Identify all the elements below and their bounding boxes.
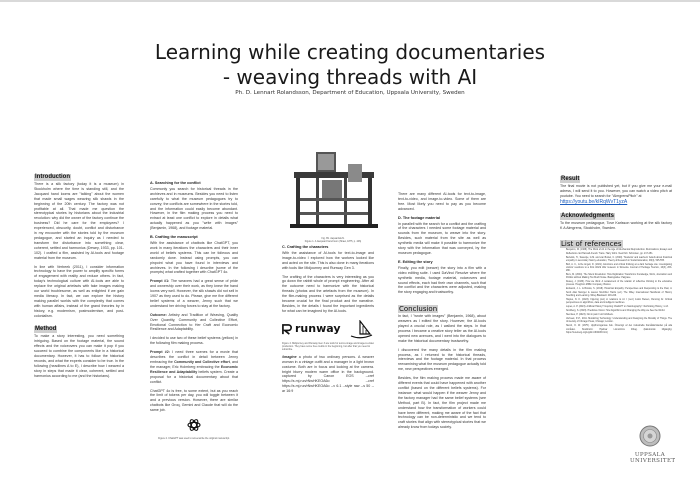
section-e-heading: E. Editing the story bbox=[398, 259, 433, 264]
references-list bbox=[560, 249, 672, 334]
outcome bbox=[150, 313, 238, 333]
runway-logo-icon bbox=[282, 324, 293, 335]
figure-1-caption: Figure 1. A Jacquard hand loom (Shaw, 1875, p. 446) bbox=[304, 240, 362, 243]
figure-2-caption: Figure 2. ChatGPT was used to screenwrite the original manuscript. bbox=[158, 436, 230, 440]
prompt-1-text: The weavers had a great sense of pride and ownership over their work, as they knew the hand looms very well. However, the silk shawls did not sell in 1907 as they used to do. Please, give me five different belief systems of a weaver, Jenny such that we understand her driving forces to stay at the factory. bbox=[150, 279, 238, 308]
runway-label: runway bbox=[295, 322, 341, 336]
prompt-2-bold-b: Economic Resilience and Adaptability bbox=[150, 364, 238, 374]
outcome-label: Outcome: bbox=[150, 312, 167, 317]
reference-item: • Skord, O. W. (1875). Uppfinningarnas bok. Öfversigt af det industriella framåtskridandet på alla områden. Stockholm: Hjalmar Linnströms förlag. (Elektronisk tillgänglig: https://runeberg.org/uppfinn/6/0486.html) bbox=[566, 325, 672, 334]
acknowledgments-heading: Acknowledgments bbox=[561, 212, 615, 219]
section-c-text-2: The crafting of the characters is very interesting as you go down the rabbit whole of prompt engineering. After all the outcome need to harmonize with the historical threads (photos and the artefacts from the museum). In the film-making process I were surprised as the details became crucial for the final product and the narrative. Besides, in the details I found the important ingredients for what can be imagined by the AI-tools. bbox=[282, 274, 374, 313]
prompt-1-label: Prompt #1: bbox=[150, 279, 170, 284]
column-characters bbox=[282, 242, 374, 398]
decided-text: I decided to use two of these belief systems (yellow) in the following film making process. bbox=[150, 336, 238, 346]
column-result-references bbox=[560, 176, 672, 336]
ai-tools-intro: There are many different AI-tools for text-to-image, text-to-video, and image-to-video. Some of them are free. Most likely you need to pay as you become advanced. bbox=[398, 192, 486, 211]
reference-item: • Dewey, J. (1933). How we think: A restatement of the relation of reflective thinking to the educative process. Houghton Mifflin Company, Boston. bbox=[566, 281, 672, 287]
references-heading: List of references bbox=[561, 240, 622, 249]
introduction-heading: Introduction bbox=[35, 174, 70, 180]
figure-1-small-label: Fig. 89. Jaquardstuhl. bbox=[321, 237, 345, 240]
figure-4-caption: Figure 4. Midjourney and Runway Gen 3 are tools for text-to-image and image-to-video production. They have some free credits in the beginning, but after that you need to subscribe. bbox=[282, 341, 374, 351]
reference-item: • Sternkes, P. (2023). Not in pain I tutt forfolkets. bbox=[566, 314, 672, 317]
column-introduction bbox=[34, 174, 124, 383]
poster-title bbox=[0, 40, 700, 90]
author-line: Ph. D. Lennart Rolandsson, Department of Education, Uppsala University, Sweden bbox=[235, 90, 465, 96]
reference-item: • Bull, A. C., & De Angeli, D. (2021). Emotions and critical thinking at a dark heritage site: investigating visitors' reactions to a First World War museum in Slovenia. Journal of Heritage Tourism, 16(3), 263-280. bbox=[566, 264, 672, 273]
section-b-text: With the assistance of chatbots like ChatGPT, you work in many iterations the characters and their inner world of beliefs systems. This can be tidieous and randomly done. Instead using prompts, you can pinpoint what you have found in interviews and archieves. In the following I describe (some of the prompts) what crafted together with ChatGPT 4o. bbox=[150, 240, 238, 275]
conclusion-heading: Conclusion bbox=[399, 305, 438, 314]
section-e-text: Finally, you edit (weave) the story into a film with a video editing suite. I used DaVinci Resolve where the synthetic media, footage material, voiceovers and sound effects, each had their own channels, such that the conflict and the characters were adjusted, making the story engaging and trustworthy. bbox=[398, 265, 486, 295]
outcome-text: Artistry and Tradition of Weaving, Quality Over Quantity, Community and Collective Effort, Emotional Connection to Her Craft and Economic Resilience and Adaptability. bbox=[150, 312, 238, 332]
reference-item: • Lopes, A. P. (2023). Artificial History? Inquiring ChatGPT on historiography". Rethinking History, 1-13. bbox=[566, 306, 672, 309]
conclusion-text-1: In fact, I "wrote with images" (Benjamin, 1968), about weavers as I edited the story. However, the AI-tools played a crucial role, as I walked the steps. In that process I became a creative story teller as the AI-tools opened new avenues, and I went into the dialogues to make the historical documentary trustworthy. bbox=[398, 314, 486, 343]
method-text: To make a story interesting, you need something intriguing. Based on the footage material, the sound effects and the voiceovers you can make it pop if you succeed to combine the components like in a historical documentary. However, it has to follow the historical records, and what the experts consider to be true. In the following (headlines A to E), I describe how I weaved a story in steps that made it clear, coherent, settled and harmonius according to me (and the historians). bbox=[34, 334, 124, 378]
acknowledgments-text: To the museum pedagogue, Tove Karlsson working at the silk factory K A Almgrens, Stockholm, Sweden. bbox=[560, 220, 672, 230]
column-footage-editing-conclusion bbox=[398, 192, 486, 434]
imagine-prompt bbox=[282, 355, 374, 394]
title-line-2: - weaving threads with AI bbox=[222, 65, 478, 89]
section-b-heading: B. Crafting the manuscript bbox=[150, 235, 198, 240]
section-d-heading: D. The footage material bbox=[398, 215, 440, 220]
imagine-label: /imagine bbox=[282, 354, 297, 359]
reference-item: • Benjamin, W. (1968). The Work of Art in the Age of Mechanical Reproduction. Illuminations; Essays and Reflections. Ed.Hannah Arendt. Trans. Harry Zohn. NewYork: Schocken, pp. 217-251. bbox=[566, 249, 672, 255]
chatgpt-text: ChatGPT 4o is free, to some extent, but as you reach the limit of tokens per day, you will toggle between it and a previous version. However, there are similar chatbots like Groq, Gemini and Claude that will do the same job. bbox=[150, 388, 238, 413]
prompt-1 bbox=[150, 279, 238, 308]
result-text: The final movie is not published yet, but if you give me your e-mail adress, I will send it to you. However, you can watch a video pitch at youtube. You need to search for "AlmgrensPitch" at bbox=[560, 184, 672, 198]
introduction-text: There is a silk factory (today it is a museum) in Stockholm where the time is standing still, and the Jacquard hand looms are "talking" about the women that made small wages weaving silk shawls in the beginning of the 20th century. The factory was not profitable at all. That made me question the stereotypical stories by historians about the industrial revolution: why did the owner of the factory continue the business? Did he care for the employees? I experienced, obscurity, doubt, conflict and disturbance in my encounter with the stories told by the museum pedagogue, and started an inquiry as I needed to transform the disturbance into something clear, coherent, settled and harmonius (Dewey, 1933, pp. 101-102). I crafted a film, assisted by AI-tools and footage material from the museum. bbox=[34, 182, 124, 260]
runway-logo bbox=[282, 324, 341, 335]
youtube-link[interactable]: https://youtu.be/kIRqWvT1yzA bbox=[560, 198, 628, 205]
title-line-1: Learning while creating documentaries bbox=[154, 40, 546, 64]
conclusion-text-3: Besides, the film making process made me aware of different events that could have happened with another conflict (based on the different beliefs systems). For instance: what would happen if the weaver Jenny and the factory manager had the same belief systems (see Method, part B). In fact, the film project made me understand how the transformation of workers could have been different, making me aware of the fact that technology can be non-deterministic and we tend to craft stories that align with stereotypical stories that we already know from todays society. bbox=[398, 376, 486, 430]
section-a-text: Commonly you search for historical threads in the archieves and in museums. Besides you need to listen carefully to what the museum pedagogues try to convey; the conflicts are somewhere in the stories told, and the information could easily become abundant. However, in the film making process you need to extract at least one conflict to explore in details what actually happened as you "write with images" (Benjamin, 1968), and footage material. bbox=[150, 186, 238, 231]
prompt-2-text-b: , and the manager, Eric Holmberg embracing the bbox=[150, 360, 238, 369]
method-heading: Method bbox=[35, 326, 57, 333]
uppsala-university-logo bbox=[630, 425, 676, 464]
university-name-line-1: UPPSALA bbox=[634, 452, 666, 458]
openai-logo-icon bbox=[150, 417, 238, 435]
reference-item: • Endacott, J. L. & Brooks, S. (2018). Historical Empathy: Perspectives and Responding to the Past, in Scott Alan Metzger & Lauren McArthur Harris (ed.) The Wiley International Handbook of History Teaching and Learning. Wiley-Blackwell. 203-226. bbox=[566, 288, 672, 297]
reference-item: • Verbeek, P.-P., 2011. Moralizing Technology: Understanding and Designing the Morality of Things. The University of Chicago Press, Chicago; London. bbox=[566, 318, 672, 324]
column-steps-ab bbox=[150, 178, 238, 440]
imagine-text: a photo of two ordinary persons. A weaver woman in a vintage outfit and a manager in a light brown costume. Both are in focus and looking at the camera. bright blurry modern warm office in the background. captured by Canon EOS --cref https://s.mj.run/rNwHKEOA6o --cref https://s.mj.run/rNwHKEOA6o --v 6.1 --style raw --s 50 --ar 16:9 bbox=[282, 354, 374, 394]
prompt-2-text-a: I need three scenes for a movie that describes the conflict in detail between Jenny embracing the bbox=[150, 350, 238, 364]
reference-item: • Hayles, N. K. (2023). Figuring (out) or relations to AI. I (red.) Justin Beisen, Running AI: Critical perspectives on algorithms, data and intelligent machines. bbox=[566, 299, 672, 305]
prompt-2-bold-a: Community and Collective effort bbox=[174, 360, 230, 364]
section-c-text: With the assistance of AI-tools for text-to-image and image-to-video I explored how the workers looked like and acted on the site. This is also done in many iterations with tools like Midjourney and Runway Gen 3. bbox=[282, 250, 374, 270]
reference-item: • Bertelds, H., Savenije, G.M. and van Boxtel, C. (2020). 'Students' and teachers' beliefs about historical empathy in secondary history education, Theory & Research in Social Education, 48(4), 525-555. bbox=[566, 257, 672, 263]
university-seal-icon bbox=[639, 425, 661, 447]
prompt-2-label: Prompt #2: bbox=[150, 350, 170, 355]
university-name-line-2: UNIVERSITET bbox=[630, 458, 676, 464]
result-heading: Result bbox=[561, 176, 580, 182]
introduction-text-2: In line with Verbeek (2011), I consider information technology to have the power to amplify specific forms of engagement with reality and reduce others. In fact, today's technological culture with AI-tools are able to replace the original artefacts with fake images making our world troublesome, as well as enlighted if we gain media literacy. In fact, we can explore the history making parallel worlds with the complexity that comes with human affairs, instead of the grand theories by in history, e.g. modernism, postmodernism, and post-colonialism. bbox=[34, 264, 124, 318]
reference-item: • Nordberg, S. (2023). Predictive Vision: How Algorithms and Changing the Way we See the World. bbox=[566, 310, 672, 313]
section-a-heading: A. Searching for the conflict bbox=[150, 181, 201, 185]
section-d-text: In parallell with the search for a conflict and the crafting of the characters I needed some footage material and sounds from the museum, to weave into the story. Besides, such material from the site as well as synthetic media will make it possible to harmonize the story with the information that was conveyed, by the museum pedagogue. bbox=[398, 221, 486, 255]
jacquard-loom-image bbox=[282, 150, 384, 243]
prompt-2 bbox=[150, 350, 238, 384]
midjourney-sailboat-icon bbox=[348, 320, 374, 340]
prompt-2-text-c: beliefs system. Create a proposal for a historical documentary about that conflict. bbox=[150, 369, 238, 384]
reference-item: • Burs, M. (2004). The Silent Revolution: How Digitization Transforms Knowledge, Work, Journalism and Politics without Making Too Much Noise. Basingstoke: Palgrave. bbox=[566, 274, 672, 280]
top-border bbox=[0, 0, 700, 2]
tool-logos bbox=[282, 320, 374, 340]
conclusion-text-2: I discovered the many details in the film making process, as I returned to the historical threads, interviews and the footage material. In that process reexamining what the museum pedagogue actually told me, new perspectives emerged. bbox=[398, 347, 486, 372]
section-c-heading: C. Crafting the characters bbox=[282, 245, 329, 249]
